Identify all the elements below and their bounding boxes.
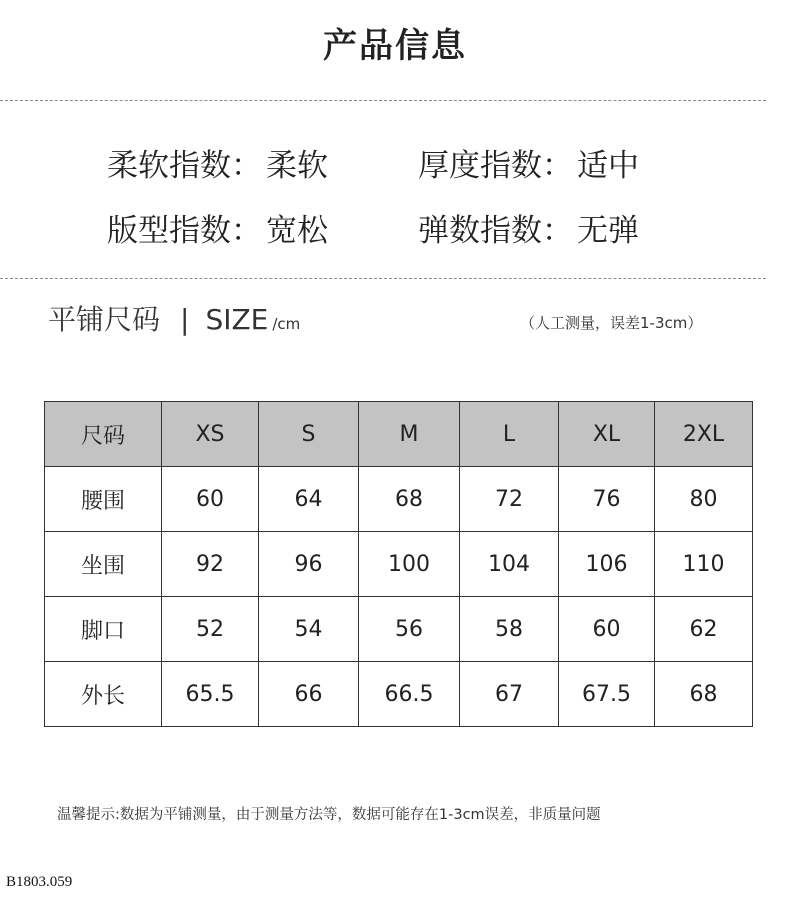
index-label: 柔软指数： xyxy=(107,148,262,184)
table-cell: 68 xyxy=(359,467,460,532)
table-cell: 脚口 xyxy=(45,597,162,662)
footer-tip: 温馨提示:数据为平铺测量，由于测量方法等，数据可能存在1-3cm误差，非质量问题 xyxy=(57,807,601,823)
table-cell: 66.5 xyxy=(359,662,460,727)
divider-top xyxy=(0,100,766,101)
table-cell: 100 xyxy=(359,532,460,597)
size-heading-separator: | xyxy=(180,303,190,336)
table-header-cell: 尺码 xyxy=(45,402,162,467)
index-elasticity xyxy=(418,205,639,250)
table-cell: 92 xyxy=(162,532,259,597)
table-row xyxy=(45,532,753,597)
table-cell: 腰围 xyxy=(45,467,162,532)
index-value: 宽松 xyxy=(266,213,328,249)
table-cell: 76 xyxy=(559,467,655,532)
index-value: 无弹 xyxy=(577,213,639,249)
index-label: 厚度指数： xyxy=(418,148,573,184)
table-row xyxy=(45,662,753,727)
size-word: SIZE xyxy=(205,303,269,336)
table-header-cell: S xyxy=(259,402,359,467)
index-value: 柔软 xyxy=(266,148,328,184)
table-header-cell: 2XL xyxy=(655,402,753,467)
divider-middle xyxy=(0,278,766,279)
table-header-row xyxy=(45,402,753,467)
table-header-cell: XL xyxy=(559,402,655,467)
table-cell: 坐围 xyxy=(45,532,162,597)
table-header-cell: XS xyxy=(162,402,259,467)
table-cell: 65.5 xyxy=(162,662,259,727)
table-cell: 60 xyxy=(162,467,259,532)
table-cell: 52 xyxy=(162,597,259,662)
table-cell: 110 xyxy=(655,532,753,597)
page-title: 产品信息 xyxy=(323,26,467,66)
table-cell: 62 xyxy=(655,597,753,662)
index-fit xyxy=(107,205,328,250)
table-cell: 60 xyxy=(559,597,655,662)
size-heading-text: 平铺尺码 xyxy=(48,303,161,336)
table-cell: 54 xyxy=(259,597,359,662)
measurement-note: （人工测量，误差1-3cm） xyxy=(520,314,703,332)
table-row xyxy=(45,597,753,662)
table-cell: 56 xyxy=(359,597,460,662)
table-cell: 58 xyxy=(460,597,559,662)
table-cell: 72 xyxy=(460,467,559,532)
size-unit: /cm xyxy=(272,315,301,333)
table-header-cell: L xyxy=(460,402,559,467)
index-label: 弹数指数： xyxy=(418,213,573,249)
table-cell: 106 xyxy=(559,532,655,597)
product-code: B1803.059 xyxy=(6,874,73,890)
table-cell: 96 xyxy=(259,532,359,597)
size-heading xyxy=(48,298,300,338)
table-cell: 80 xyxy=(655,467,753,532)
table-cell: 64 xyxy=(259,467,359,532)
index-label: 版型指数： xyxy=(107,213,262,249)
index-softness xyxy=(107,140,328,185)
index-value: 适中 xyxy=(577,148,639,184)
table-cell: 67.5 xyxy=(559,662,655,727)
table-row xyxy=(45,467,753,532)
table-cell: 66 xyxy=(259,662,359,727)
table-cell: 67 xyxy=(460,662,559,727)
table-cell: 104 xyxy=(460,532,559,597)
size-table xyxy=(44,401,753,727)
index-thickness xyxy=(418,140,639,185)
table-cell: 外长 xyxy=(45,662,162,727)
table-header-cell: M xyxy=(359,402,460,467)
table-cell: 68 xyxy=(655,662,753,727)
